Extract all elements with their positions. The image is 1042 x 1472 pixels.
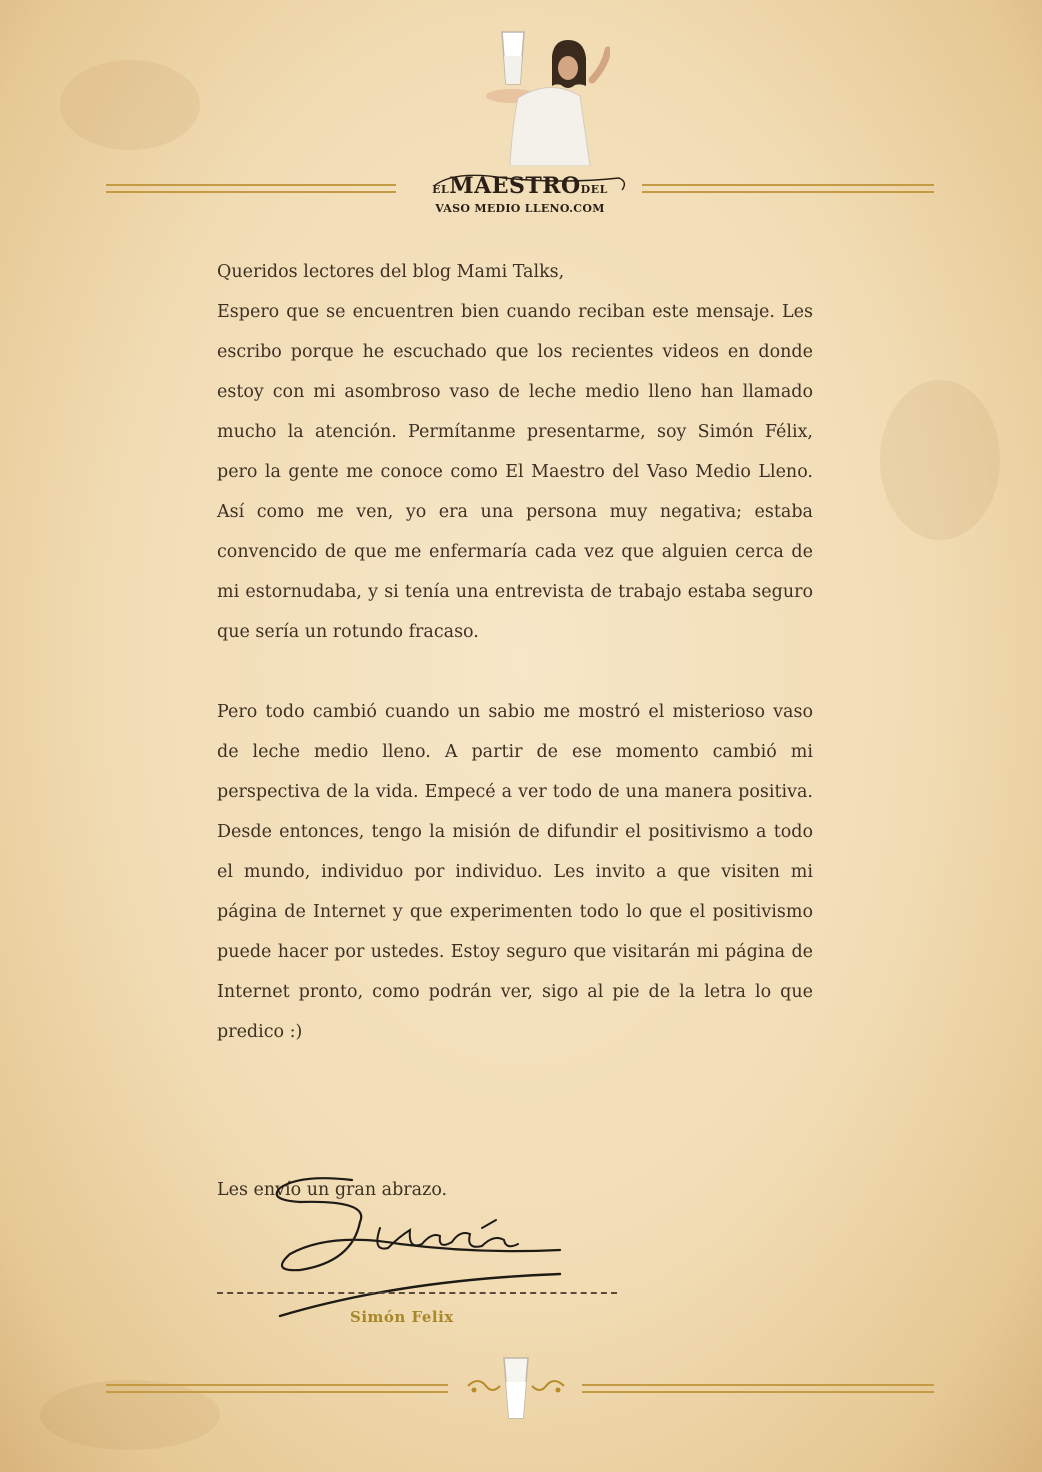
- signature-line: [217, 1292, 617, 1294]
- footer-rule-left: [106, 1384, 448, 1393]
- header-rule-right: [642, 184, 934, 193]
- logo-title-suffix: DEL: [580, 183, 608, 196]
- letter-paragraph-2: Pero todo cambió cuando un sabio me mostró el misterioso vaso de leche medio lleno. A partir de ese momento cambió mi perspectiva de la vida. Empecé a ver todo de una manera positiva. Desde entonces, tengo la misión de difundir el positivismo a todo el mundo, individuo por individuo. Les invito a que visiten mi página de Internet y que experimenten todo lo que el positivismo puede hacer por ustedes. Estoy seguro que visitarán mi página de Internet pronto, como podrán ver, sigo al pie de la letra lo que predico :): [217, 702, 813, 1042]
- footer-rule-right: [582, 1384, 934, 1393]
- site-logo: [400, 26, 640, 215]
- logo-title-main: MAESTRO: [449, 173, 581, 199]
- header-rule-left: [106, 184, 396, 193]
- glass-ornament-icon: [460, 1352, 572, 1426]
- letter-greeting: Queridos lectores del blog Mami Talks,: [217, 262, 565, 282]
- logo-title-prefix: EL: [432, 183, 450, 196]
- letter-body: [217, 252, 813, 1052]
- logo-subtitle: VASO MEDIO LLENO.COM: [435, 202, 605, 215]
- paper-stain: [880, 380, 1000, 540]
- paper-stain: [60, 60, 200, 150]
- handwritten-signature: [260, 1170, 580, 1320]
- letter-closing: Les envío un gran abrazo.: [217, 1180, 448, 1200]
- paragraph-spacer: [217, 652, 813, 692]
- logo-title: [400, 173, 640, 200]
- signature-name: Simón Felix: [350, 1308, 454, 1326]
- letter-paragraph-1: Espero que se encuentren bien cuando reciban este mensaje. Les escribo porque he escuchado que los recientes videos en donde estoy con mi asombroso vaso de leche medio lleno han llamado mucho la atención. Permítanme presentarme, soy Simón Félix, pero la gente me conoce como El Maestro del Vaso Medio Lleno. Así como me ven, yo era una persona muy negativa; estaba convencido de que me enfermaría cada vez que alguien cerca de mi estornudaba, y si tenía una entrevista de trabajo estaba seguro que sería un rotundo fracaso.: [217, 302, 813, 642]
- maestro-figure-icon: [440, 26, 610, 166]
